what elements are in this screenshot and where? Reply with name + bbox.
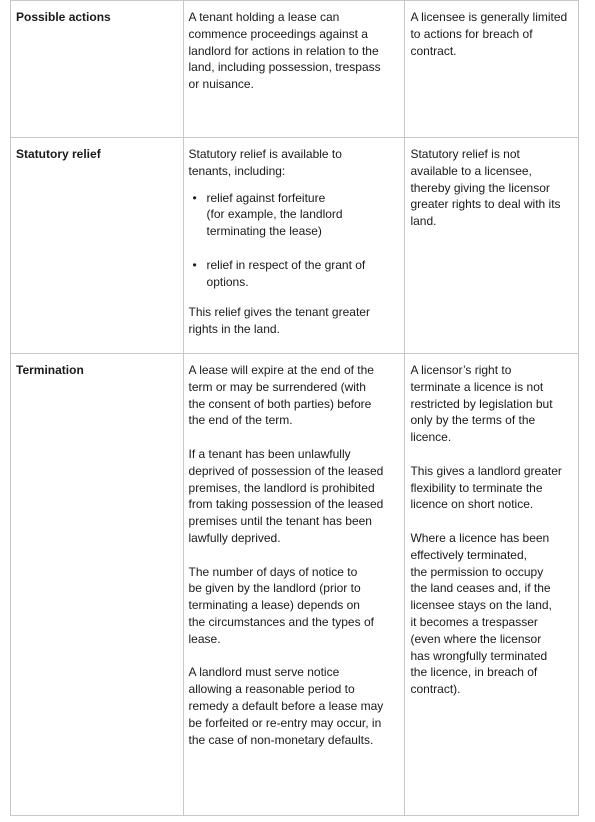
lease-cell	[183, 138, 405, 354]
table-row	[11, 354, 579, 816]
lease-cell	[183, 1, 405, 138]
row-heading	[11, 354, 184, 816]
row-heading-text: Termination	[16, 363, 84, 377]
lease-paragraph: A lease will expire at the end of the term or may be surrendered (with the consent of both parties) before the end of the term.	[188, 363, 374, 428]
row-heading-text: Statutory relief	[16, 147, 101, 161]
licence-cell	[405, 138, 579, 354]
table-row	[11, 1, 579, 138]
licence-paragraph: Where a licence has been effectively terminated, the permission to occupy the land ceases and, if the licensee stays on the land, it becomes a trespasser (even where the licensor has wrongfully terminated the licence, in breach of contract).	[410, 530, 552, 697]
licence-paragraph: A licensee is generally limited to actions for breach of contract.	[410, 10, 568, 58]
table-row	[11, 138, 579, 354]
row-heading	[11, 1, 184, 138]
lease-cell	[183, 354, 405, 816]
lease-paragraph: If a tenant has been unlawfully deprived of possession of the leased premises, the landlord is prohibited from taking possession of the leased premises until the tenant has been lawfully deprived.	[188, 446, 384, 545]
licence-cell	[405, 1, 579, 138]
licence-paragraph: This gives a landlord greater flexibility to terminate the licence on short notice.	[410, 463, 562, 512]
lease-paragraph: A landlord must serve notice allowing a reasonable period to remedy a default before a lease may be forfeited or re-entry may occur, in the case of non-monetary defaults.	[188, 665, 384, 747]
lease-outro: This relief gives the tenant greater rights in the land.	[188, 305, 370, 337]
row-heading	[11, 138, 184, 354]
lease-paragraph: A tenant holding a lease can commence proceedings against a landlord for actions in relation to the land, including possession, trespass or nuisance.	[188, 10, 381, 92]
licence-paragraph: A licensor’s right to terminate a licence is not restricted by legislation but only by the terms of the licence.	[410, 363, 553, 445]
list-item: • relief in respect of the grant of options.	[207, 257, 401, 291]
lease-paragraph: The number of days of notice to be given by the landlord (prior to terminating a lease) depends on the circumstances and the types of lease.	[188, 564, 374, 646]
row-heading-text: Possible actions	[16, 10, 111, 24]
comparison-table	[10, 0, 579, 816]
relief-list	[189, 190, 401, 291]
licence-cell	[405, 354, 579, 816]
licence-paragraph: Statutory relief is not available to a licensee, thereby giving the licensor greater rights to deal with its land.	[410, 147, 561, 229]
list-item: • relief against forfeiture (for example, the landlord terminating the lease)	[207, 190, 401, 240]
lease-intro: Statutory relief is available to tenants, including:	[188, 147, 342, 178]
